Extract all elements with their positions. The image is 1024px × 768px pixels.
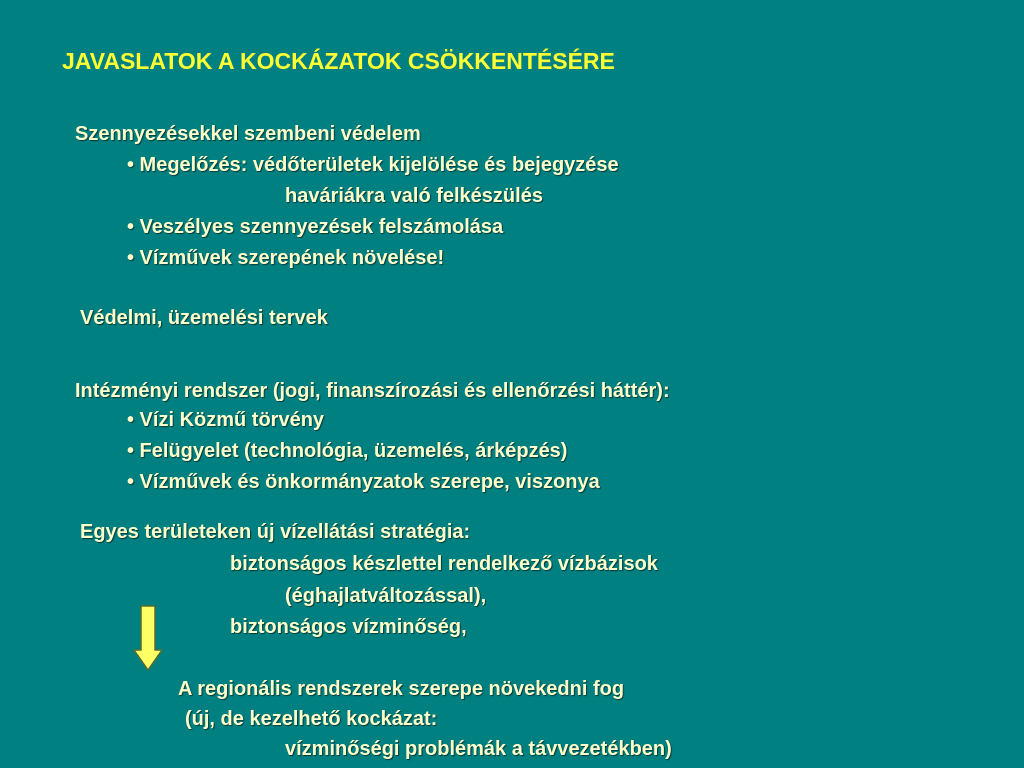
slide-title: JAVASLATOK A KOCKÁZATOK CSÖKKENTÉSÉRE [62,48,615,74]
strategy-line-climate-change: (éghajlatváltozással), [285,585,487,607]
section-operation-plans-heading: Védelmi, üzemelési tervek [80,307,328,329]
down-arrow-icon [132,604,164,672]
bullet-municipalities: • Vízművek és önkormányzatok szerepe, viszonya [127,471,600,493]
bullet-supervision: • Felügyelet (technológia, üzemelés, árképzés) [127,440,568,462]
conclusion-pipeline-quality: vízminőségi problémák a távvezetékben) [285,738,672,760]
bullet-pollution-removal: • Veszélyes szennyezések felszámolása [127,216,504,238]
conclusion-manageable-risk: (új, de kezelhető kockázat: [185,708,438,730]
section-protection-heading: Szennyezésekkel szembeni védelem [75,123,421,145]
section-strategy-heading: Egyes területeken új vízellátási stratégia: [80,521,471,543]
conclusion-regional-systems: A regionális rendszerek szerepe növekedni fog [178,678,625,700]
bullet-waterworks-role: • Vízművek szerepének növelése! [127,247,445,269]
bullet-utility-law: • Vízi Közmű törvény [127,409,325,431]
bullet-prevention-continued: haváriákra való felkészülés [285,185,543,207]
strategy-line-water-quality: biztonságos vízminőség, [230,616,467,638]
bullet-prevention: • Megelőzés: védőterületek kijelölése és bejegyzése [127,154,619,176]
section-institutional-heading: Intézményi rendszer (jogi, finanszírozási és ellenőrzési háttér): [75,380,670,402]
strategy-line-water-bases: biztonságos készlettel rendelkező vízbázisok [230,553,658,575]
